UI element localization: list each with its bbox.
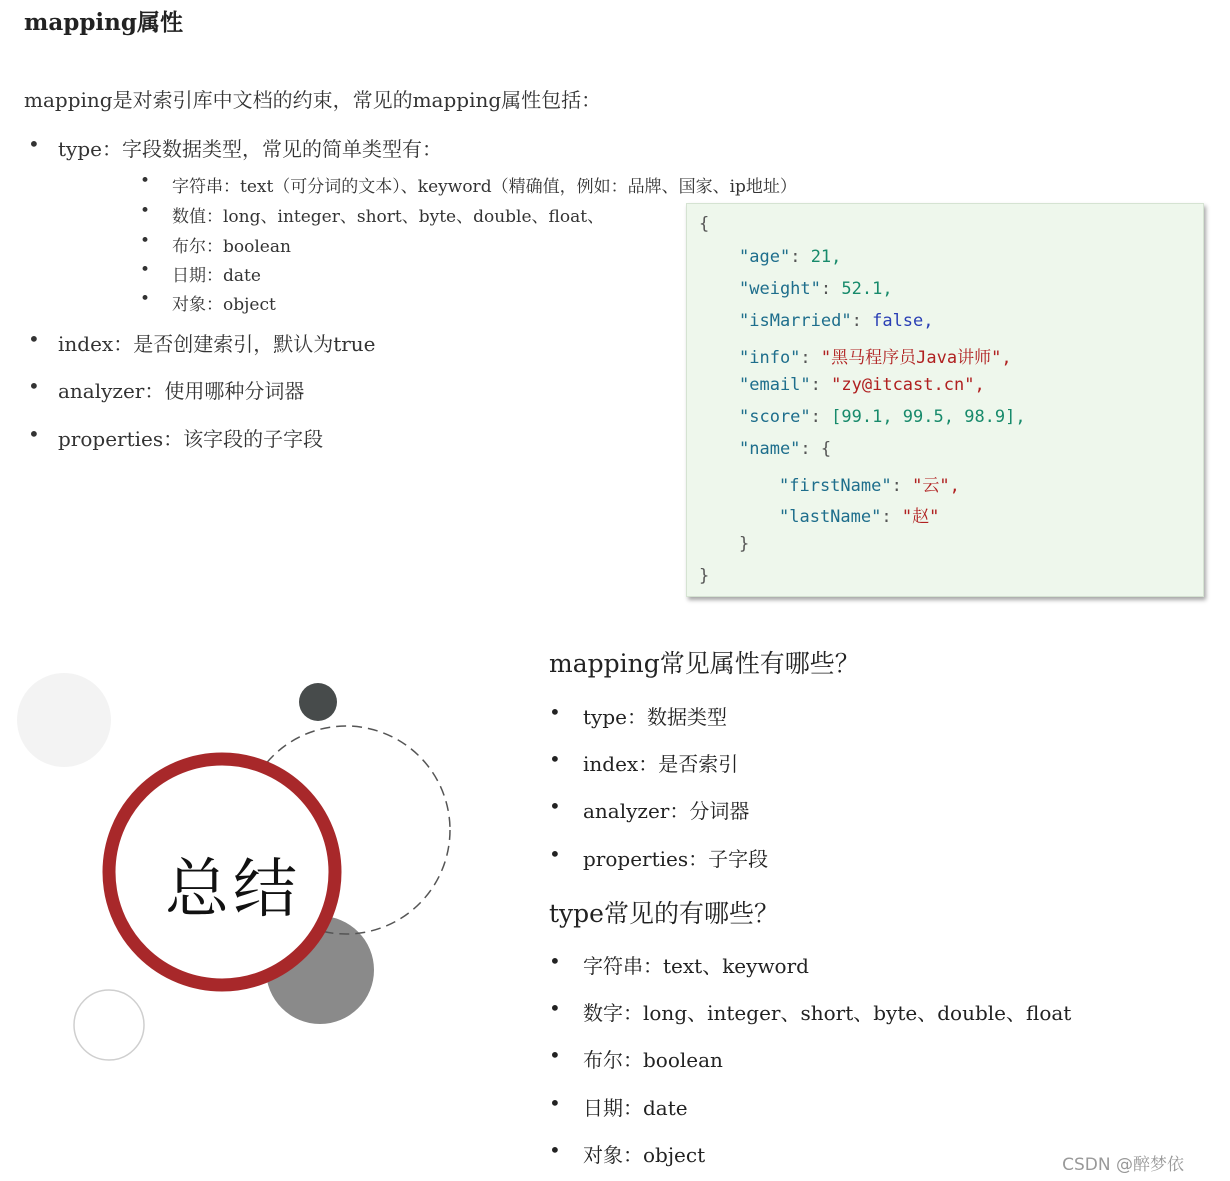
code-line-weight: "weight": 52.1, (739, 279, 893, 299)
code-inner-close-brace: } (739, 534, 750, 554)
bullet-type: • type：字段数据类型，常见的简单类型有： (28, 132, 442, 161)
intro-text: mapping是对索引库中文档的约束，常见的mapping属性包括： (24, 88, 602, 112)
light-gray-circle-icon (17, 673, 111, 767)
answer-type: • type：数据类型 (549, 700, 727, 729)
code-line-info: "info": "黑马程序员Java讲师", (739, 348, 1012, 368)
summary-label: 总结 (165, 853, 301, 927)
answer-index: • index：是否索引 (549, 747, 739, 776)
code-close-brace: } (699, 566, 710, 586)
subbullet-boolean: • 布尔：boolean (140, 231, 291, 257)
answer-date: • 日期：date (549, 1091, 688, 1120)
answer-object: • 对象：object (549, 1138, 706, 1167)
watermark: CSDN @醉梦依 (1062, 1155, 1184, 1175)
subbullet-string: • 字符串：text（可分词的文本）、keyword（精确值，例如：品牌、国家、ip地址） (140, 171, 797, 197)
question-mapping: mapping常见属性有哪些？ (549, 649, 860, 678)
subbullet-object: • 对象：object (140, 289, 276, 315)
code-line-age: "age": 21, (739, 247, 842, 267)
answer-string: • 字符串：text、keyword (549, 949, 809, 978)
page-title: mapping属性 (24, 9, 183, 36)
bullet-properties: • properties：该字段的子字段 (28, 422, 324, 451)
question-type: type常见的有哪些？ (549, 899, 779, 928)
code-line-lastname: "lastName": "赵" (779, 507, 940, 527)
code-line-firstname: "firstName": "云", (779, 476, 960, 496)
code-open-brace: { (699, 214, 710, 234)
code-line-score: "score": [99.1, 99.5, 98.9], (739, 407, 1026, 427)
outline-circle-icon (74, 990, 144, 1060)
bullet-index: • index：是否创建索引，默认为true (28, 327, 376, 356)
answer-boolean: • 布尔：boolean (549, 1043, 723, 1072)
subbullet-number: • 数值：long、integer、short、byte、double、float、 (140, 201, 605, 227)
answer-analyzer: • analyzer：分词器 (549, 794, 750, 823)
subbullet-date: • 日期：date (140, 260, 261, 286)
json-code-block (686, 203, 1204, 597)
answer-properties: • properties：子字段 (549, 842, 769, 871)
code-line-email: "email": "zy@itcast.cn", (739, 375, 985, 395)
bullet-analyzer: • analyzer：使用哪种分词器 (28, 374, 305, 403)
dark-dot-icon (299, 683, 337, 721)
code-line-married: "isMarried": false, (739, 311, 934, 331)
code-line-name: "name": { (739, 439, 832, 459)
answer-number: • 数字：long、integer、short、byte、double、float (549, 996, 1072, 1025)
